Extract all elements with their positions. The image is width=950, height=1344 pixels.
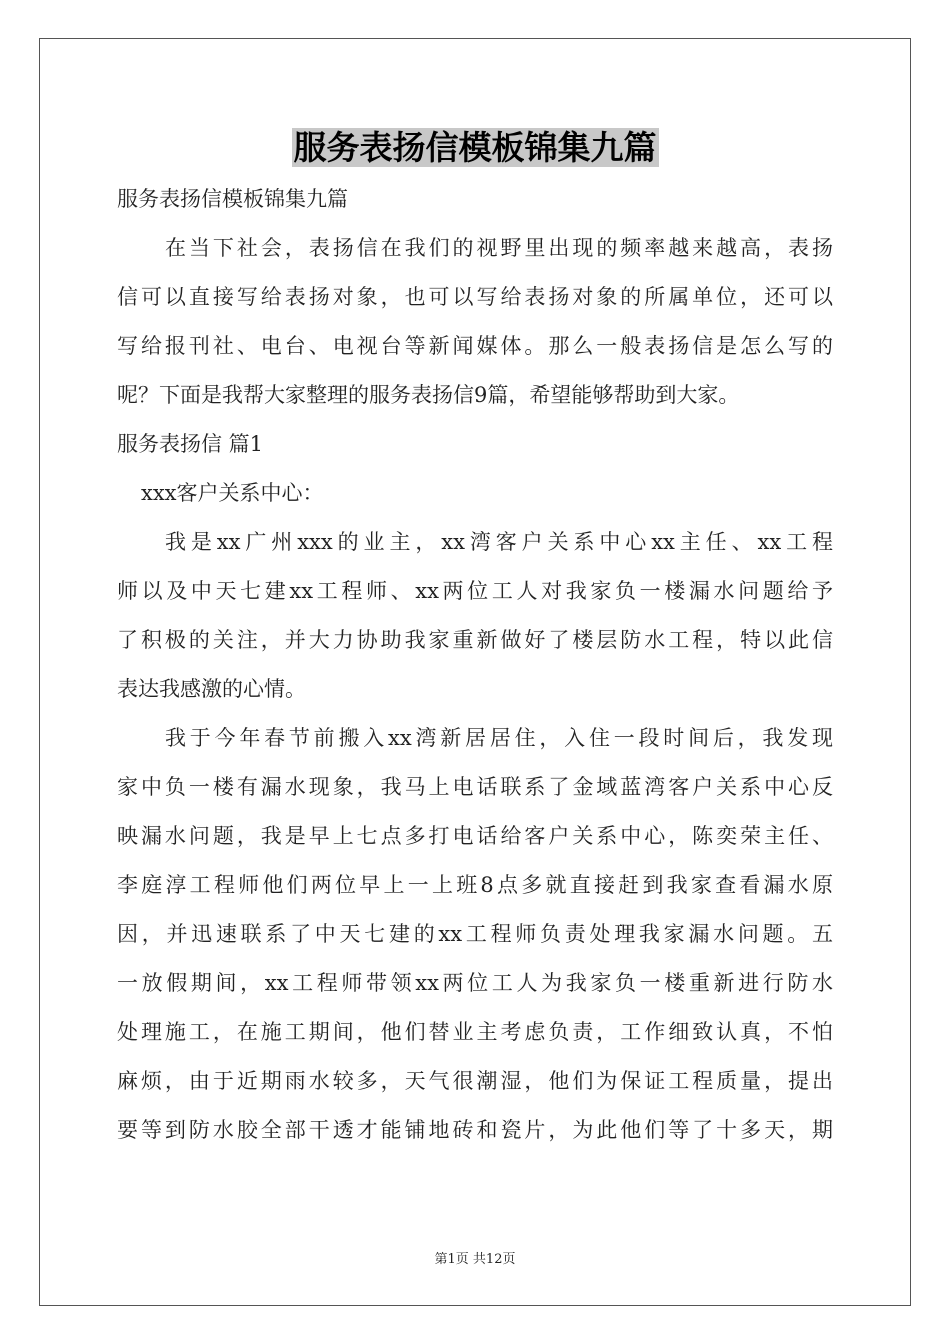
paragraph-line: 麻烦，由于近期雨水较多，天气很潮湿，他们为保证工程质量，提出 (117, 1069, 833, 1093)
paragraph-line: 映漏水问题，我是早上七点多打电话给客户关系中心，陈奕荣主任、 (117, 824, 833, 848)
paragraph-line: 师以及中天七建xx工程师、xx两位工人对我家负一楼漏水问题给予 (117, 579, 833, 603)
paragraph-line: 要等到防水胶全部干透才能铺地砖和瓷片，为此他们等了十多天，期 (117, 1118, 833, 1142)
section-heading: 服务表扬信 篇1 (117, 432, 264, 456)
paragraph-line: 我于今年春节前搬入xx湾新居居住，入住一段时间后，我发现 (165, 726, 833, 750)
paragraph-line: 在当下社会，表扬信在我们的视野里出现的频率越来越高，表扬 (165, 236, 833, 260)
document-body (117, 178, 833, 1158)
paragraph-line: 写给报刊社、电台、电视台等新闻媒体。那么一般表扬信是怎么写的 (117, 334, 833, 358)
paragraph-line: 家中负一楼有漏水现象，我马上电话联系了金域蓝湾客户关系中心反 (117, 775, 833, 799)
paragraph-line: 表达我感激的心情。 (117, 677, 306, 701)
paragraph-line: 李庭淳工程师他们两位早上一上班8点多就直接赶到我家查看漏水原 (117, 873, 833, 897)
page-footer: 第1页 共12页 (434, 1252, 516, 1267)
paragraph-line: 了积极的关注，并大力协助我家重新做好了楼层防水工程，特以此信 (117, 628, 833, 652)
paragraph-line: 呢？下面是我帮大家整理的服务表扬信9篇，希望能够帮助到大家。 (117, 383, 740, 407)
document-title (0, 126, 950, 170)
salutation-line: xxx客户关系中心： (141, 481, 324, 505)
subtitle-line: 服务表扬信模板锦集九篇 (117, 187, 348, 211)
paragraph-line: 一放假期间，xx工程师带领xx两位工人为我家负一楼重新进行防水 (117, 971, 833, 995)
paragraph-line: 因，并迅速联系了中天七建的xx工程师负责处理我家漏水问题。五 (117, 922, 833, 946)
paragraph-line: 信可以直接写给表扬对象，也可以写给表扬对象的所属单位，还可以 (117, 285, 833, 309)
paragraph-line: 处理施工，在施工期间，他们替业主考虑负责，工作细致认真，不怕 (117, 1020, 833, 1044)
paragraph-line: 我是xx广州xxx的业主，xx湾客户关系中心xx主任、xx工程 (165, 530, 833, 554)
document-title-text: 服务表扬信模板锦集九篇 (293, 128, 657, 167)
